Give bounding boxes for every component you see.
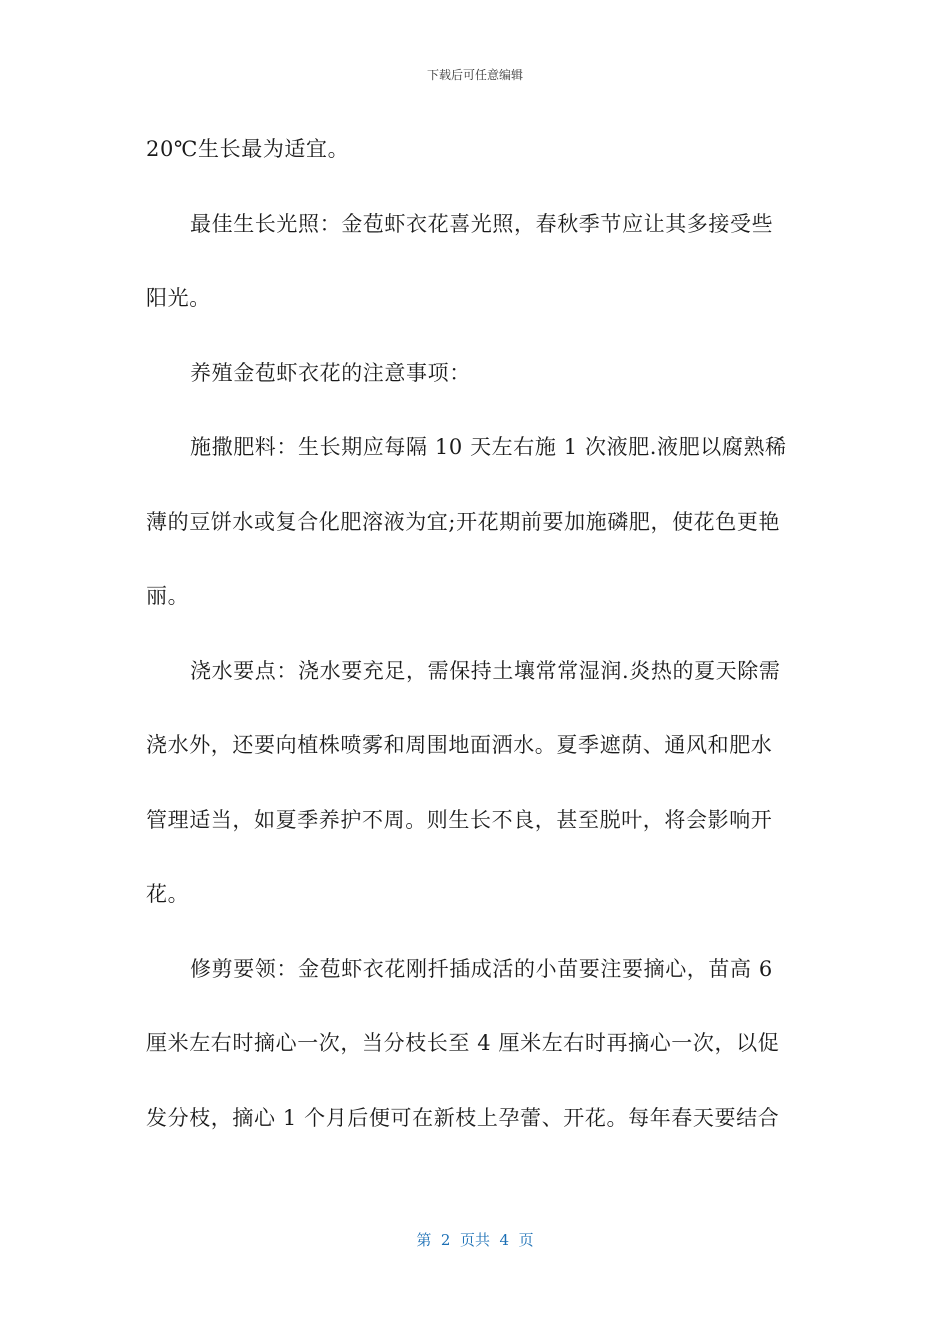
body-line: 20℃生长最为适宜。 — [146, 137, 350, 161]
body-line: 施撒肥料：生长期应每隔 10 天左右施 1 次液肥.液肥以腐熟稀 — [190, 435, 787, 459]
body-line: 发分枝，摘心 1 个月后便可在新枝上孕蕾、开花。每年春天要结合 — [146, 1105, 780, 1130]
page-header: 下载后可任意编辑 — [426, 68, 523, 82]
body-line: 管理适当，如夏季养护不周。则生长不良，甚至脱叶，将会影响开 — [146, 807, 773, 832]
body-line: 丽。 — [146, 584, 190, 608]
body-line: 浇水外，还要向植株喷雾和周围地面洒水。夏季遮荫、通风和肥水 — [146, 733, 773, 757]
body-line: 阳光。 — [146, 286, 211, 310]
body-line: 最佳生长光照：金苞虾衣花喜光照，春秋季节应让其多接受些 — [190, 211, 774, 236]
document-body — [146, 112, 806, 1155]
body-line: 花。 — [146, 882, 190, 906]
body-line: 厘米左右时摘心一次，当分枝长至 4 厘米左右时再摘心一次，以促 — [146, 1031, 780, 1055]
body-line: 浇水要点：浇水要充足，需保持土壤常常湿润.炎热的夏天除需 — [190, 658, 781, 683]
body-line: 薄的豆饼水或复合化肥溶液为宜;开花期前要加施磷肥，使花色更艳 — [146, 509, 781, 534]
body-line: 修剪要领：金苞虾衣花刚扦插成活的小苗要注要摘心，苗高 6 — [190, 956, 773, 981]
section-heading: 养殖金苞虾衣花的注意事项： — [190, 360, 471, 385]
page-number-footer: 第 2 页共 4 页 — [416, 1231, 534, 1249]
